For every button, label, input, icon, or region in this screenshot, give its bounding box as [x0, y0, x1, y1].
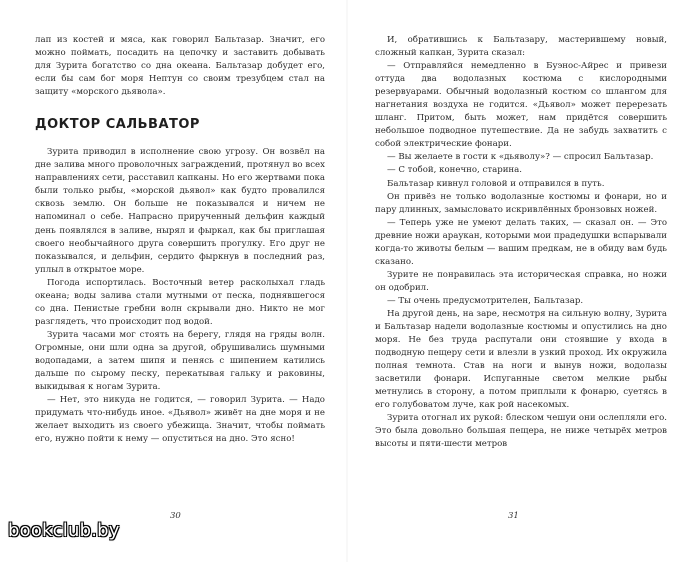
paragraph: Бальтазар кивнул головой и отправился в путь. [387, 178, 605, 189]
paragraph: Зурите не понравилась эта историческая справка, но ножи он одобрил. [375, 269, 667, 293]
page-number-left: 30 [170, 511, 181, 521]
paragraph: — Теперь уже не умеют делать таких, — сказал он. — Это древние ножи араукан, которыми мои прадедушки вспарывали когда-то животы белым — вашим предкам, не в обиду вам будь сказано. [375, 217, 667, 267]
paragraph: — Нет, это никуда не годится, — говорил Зурита. — Надо придумать что-нибудь иное. «Дьявол» живёт на дне моря и не желает выходить из своего убежища. Значит, чтобы поймать его, нужно пойти к нему — опуститься на дно. Это ясно! [35, 395, 325, 445]
paragraph: — Ты очень предусмотрителен, Бальтазар. [387, 295, 584, 306]
left-page [35, 34, 325, 446]
right-page [375, 34, 667, 452]
paragraph: Зурита отогнал их рукой: блеском чешуи они ослепляли его. Это была довольно большая пещера, не ниже четырёх метров высоты и пяти-шести метров [375, 413, 667, 450]
paragraph: На другой день, на заре, несмотря на сильную волну, Зурита и Бальтазар надели водолазные костюмы и опустились на дно моря. Не без труда распутали они стоявшие у входа в подводную пещеру сети и влезли в узкий проход. Их окружила полная темнота. Став на ноги и вынув ножи, водолазы засветили фонари. Испуганные светом мелкие рыбы метнулись в сторону, а потом приплыли к фонарю, суетясь в его голубоватом луче, как рой насекомых. [375, 308, 667, 411]
paragraph: Зурита приводил в исполнение свою угрозу. Он возвёл на дне залива много проволочных заграждений, протянул во всех направлениях сети, расставил капканы. Но его жертвами пока были только рыбы, «морской дьявол» как будто провалился сквозь землю. Он больше не показывался и ничем не напоминал о себе. Напрасно прирученный дельфин каждый день появлялся в заливе, нырял и фыркал, как бы приглашая своего необычайного друга совершить прогулку. Его друг не показывался, и дельфин, сердито фыркнув в последний раз, уплыл в открытое море. [35, 147, 325, 275]
paragraph: Он привёз не только водолазные костюмы и фонари, но и пару длинных, замысловато искривлённых бронзовых ножей. [375, 191, 667, 215]
watermark-logo: bookclub.by [8, 520, 120, 541]
paragraph: Погода испортилась. Восточный ветер расколыхал гладь океана; воды залива стали мутными от песка, поднявшегося со дна. Пенистые гребни волн скрывали дно. Никто не мог разглядеть, что происходит под водой. [35, 277, 325, 327]
page-gutter [346, 0, 348, 562]
paragraph: лап из костей и мяса, как говорил Бальтазар. Значит, его можно поймать, посадить на цепочку и заставить добывать для Зурита богатство со дна океана. Бальтазар добудет его, если бы сам бог моря Нептун со своим трезубцем стал на защиту «морского дьявола». [35, 35, 325, 98]
chapter-title: ДОКТОР САЛЬВАТОР [35, 117, 200, 133]
paragraph: — Отправляйся немедленно в Буэнос-Айрес и привези оттуда два водолазных костюма с кислородными резервуарами. Обычный водолазный костюм со шлангом для нагнетания воздуха не годится. «Дьявол» может перерезать шланг. Притом, быть может, нам придётся совершить небольшое подводное путешествие. Да не забудь захватить с собой электрические фонари. [375, 61, 667, 150]
paragraph: — С тобой, конечно, старина. [387, 165, 523, 176]
paragraph: Зурита часами мог стоять на берегу, глядя на гряды волн. Огромные, они шли одна за другой, обрушивались шумными водопадами, а затем шипя и пенясь с шипением катились дальше по сырому песку, перекатывая гальку и раковины, выкидывая к ногам Зурита. [35, 329, 325, 393]
paragraph: — Вы желаете в гости к «дьяволу»? — спросил Бальтазар. [387, 152, 654, 163]
paragraph: И, обратившись к Бальтазару, мастерившему новый, сложный капкан, Зурита сказал: [375, 35, 667, 59]
page-number-right: 31 [508, 511, 519, 521]
